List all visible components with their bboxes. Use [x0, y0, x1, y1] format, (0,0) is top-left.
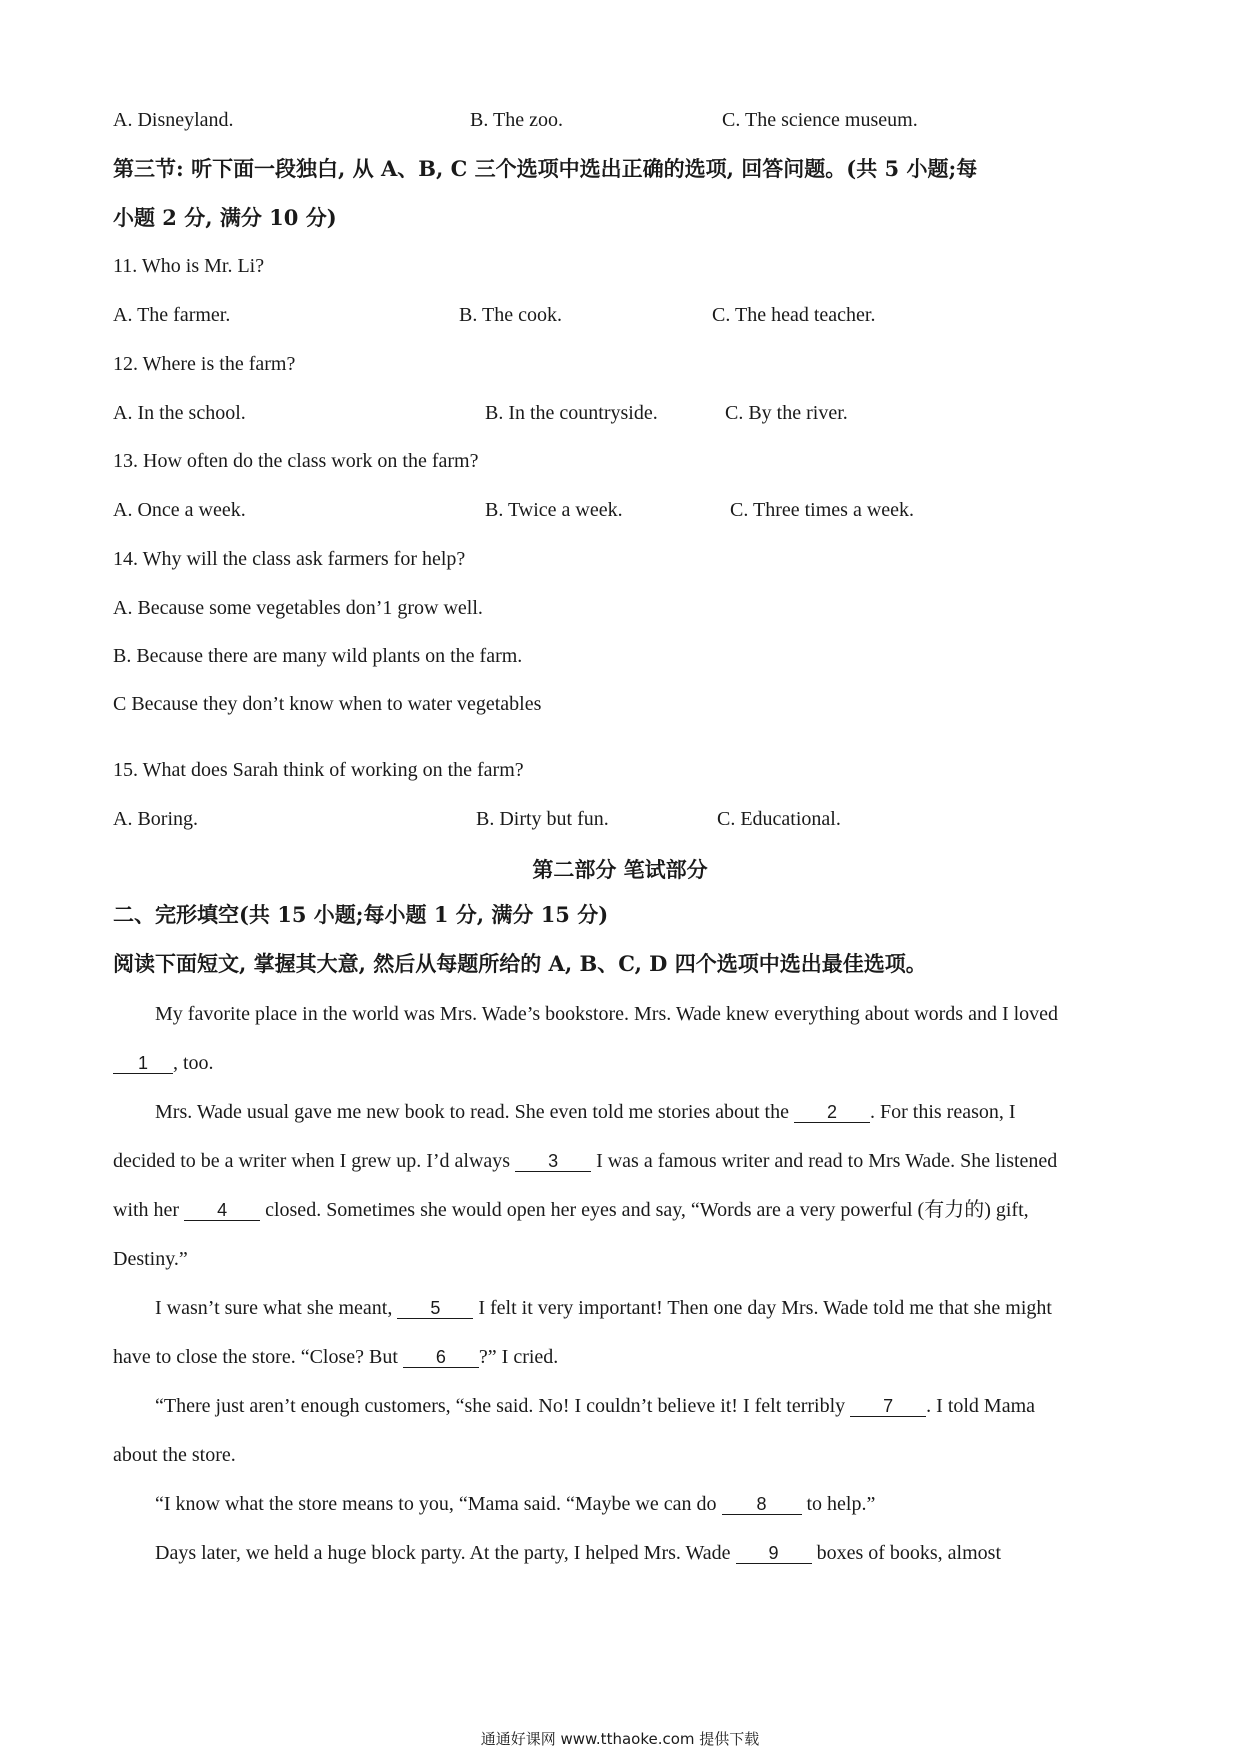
passage-line-10: [113, 1443, 1128, 1467]
passage-text: . For this reason, I: [869, 1101, 1016, 1123]
q13-option-a: A. Once a week.: [113, 499, 246, 521]
passage-text: closed. Sometimes she would open her eyes and say, “Words are a very powerful (有力的) gift,: [260, 1199, 1029, 1221]
question-14: 14. Why will the class ask farmers for help?: [113, 548, 466, 570]
passage-line-9: [113, 1394, 1170, 1418]
q12-option-c: C. By the river.: [725, 402, 848, 424]
question-15: 15. What does Sarah think of working on the farm?: [113, 759, 524, 781]
part2-title: 第二部分 笔试部分: [532, 857, 708, 882]
passage-text: My favorite place in the world was Mrs. Wade’s bookstore. Mrs. Wade knew everything about words and I loved: [155, 1003, 1059, 1025]
passage-line-7: [113, 1296, 1170, 1320]
passage-text: . I told Mama: [926, 1395, 1036, 1417]
passage-text: “There just aren’t enough customers, “she said. No! I couldn’t believe it! I felt terribly: [155, 1395, 851, 1417]
blank-5[interactable]: 5: [397, 1298, 473, 1319]
passage-text: I was a famous writer and read to Mrs Wade. She listened: [591, 1150, 1058, 1172]
q11-option-b: B. The cook.: [459, 304, 562, 326]
passage-text: I felt it very important! Then one day Mrs. Wade told me that she might: [473, 1297, 1052, 1319]
passage-line-6: [113, 1247, 1128, 1271]
cloze-instruction: 阅读下面短文, 掌握其大意, 然后从每题所给的 A, B、C, D 四个选项中选出最佳选项。: [113, 951, 927, 976]
passage-text: ?” I cried.: [478, 1346, 559, 1368]
q15-option-b: B. Dirty but fun.: [476, 808, 609, 830]
q14-option-c: C Because they don’t know when to water vegetables: [113, 693, 542, 715]
passage-line-1: [113, 1002, 1170, 1026]
passage-text: I wasn’t sure what she meant,: [155, 1297, 398, 1319]
passage-text: “I know what the store means to you, “Mama said. “Maybe we can do: [155, 1493, 722, 1515]
blank-2[interactable]: 2: [794, 1102, 870, 1123]
passage-line-3: [113, 1100, 1170, 1124]
q13-option-c: C. Three times a week.: [730, 499, 915, 521]
q13-option-b: B. Twice a week.: [485, 499, 623, 521]
q11-option-c: C. The head teacher.: [712, 304, 876, 326]
q14-option-b: B. Because there are many wild plants on the farm.: [113, 645, 523, 667]
passage-line-2: [113, 1051, 1128, 1075]
q10-option-c: C. The science museum.: [722, 109, 918, 131]
blank-9[interactable]: 9: [736, 1543, 812, 1564]
passage-line-8: [113, 1345, 1128, 1369]
q15-option-a: A. Boring.: [113, 808, 198, 830]
section3-heading-line2: 小题 2 分, 满分 10 分): [113, 205, 337, 230]
passage-text: have to close the store. “Close? But: [113, 1346, 403, 1368]
q11-option-a: A. The farmer.: [113, 304, 231, 326]
passage-text: Destiny.”: [113, 1248, 188, 1270]
blank-3[interactable]: 3: [515, 1151, 591, 1172]
passage-text: , too.: [173, 1052, 214, 1074]
blank-6[interactable]: 6: [403, 1347, 479, 1368]
blank-8[interactable]: 8: [722, 1494, 802, 1515]
section3-heading-line1: 第三节: 听下面一段独白, 从 A、B, C 三个选项中选出正确的选项, 回答问题。(共 5 小题;每: [113, 156, 978, 181]
cloze-heading: 二、完形填空(共 15 小题;每小题 1 分, 满分 15 分): [113, 902, 609, 927]
q12-option-a: A. In the school.: [113, 402, 246, 424]
question-13: 13. How often do the class work on the farm?: [113, 450, 479, 472]
q10-option-a: A. Disneyland.: [113, 109, 234, 131]
passage-line-5: [113, 1198, 1128, 1222]
passage-text: about the store.: [113, 1444, 236, 1466]
passage-text: to help.”: [801, 1493, 876, 1515]
passage-text: decided to be a writer when I grew up. I’d always: [113, 1150, 516, 1172]
q15-option-c: C. Educational.: [717, 808, 841, 830]
passage-text: boxes of books, almost: [811, 1542, 1001, 1564]
blank-7[interactable]: 7: [850, 1396, 926, 1417]
q14-option-a: A. Because some vegetables don’1 grow well.: [113, 597, 483, 619]
blank-4[interactable]: 4: [184, 1200, 260, 1221]
question-11: 11. Who is Mr. Li?: [113, 255, 265, 277]
passage-line-4: [113, 1149, 1128, 1173]
blank-1[interactable]: 1: [113, 1053, 173, 1074]
question-12: 12. Where is the farm?: [113, 353, 296, 375]
q12-option-b: B. In the countryside.: [485, 402, 658, 424]
passage-text: Days later, we held a huge block party. At the party, I helped Mrs. Wade: [155, 1542, 736, 1564]
passage-line-11: [113, 1492, 1170, 1516]
passage-text: with her: [113, 1199, 185, 1221]
q10-option-b: B. The zoo.: [470, 109, 563, 131]
passage-text: Mrs. Wade usual gave me new book to read. She even told me stories about the: [155, 1101, 794, 1123]
passage-line-12: [113, 1541, 1170, 1565]
footer-watermark: 通通好课网 www.tthaoke.com 提供下载: [480, 1730, 760, 1748]
